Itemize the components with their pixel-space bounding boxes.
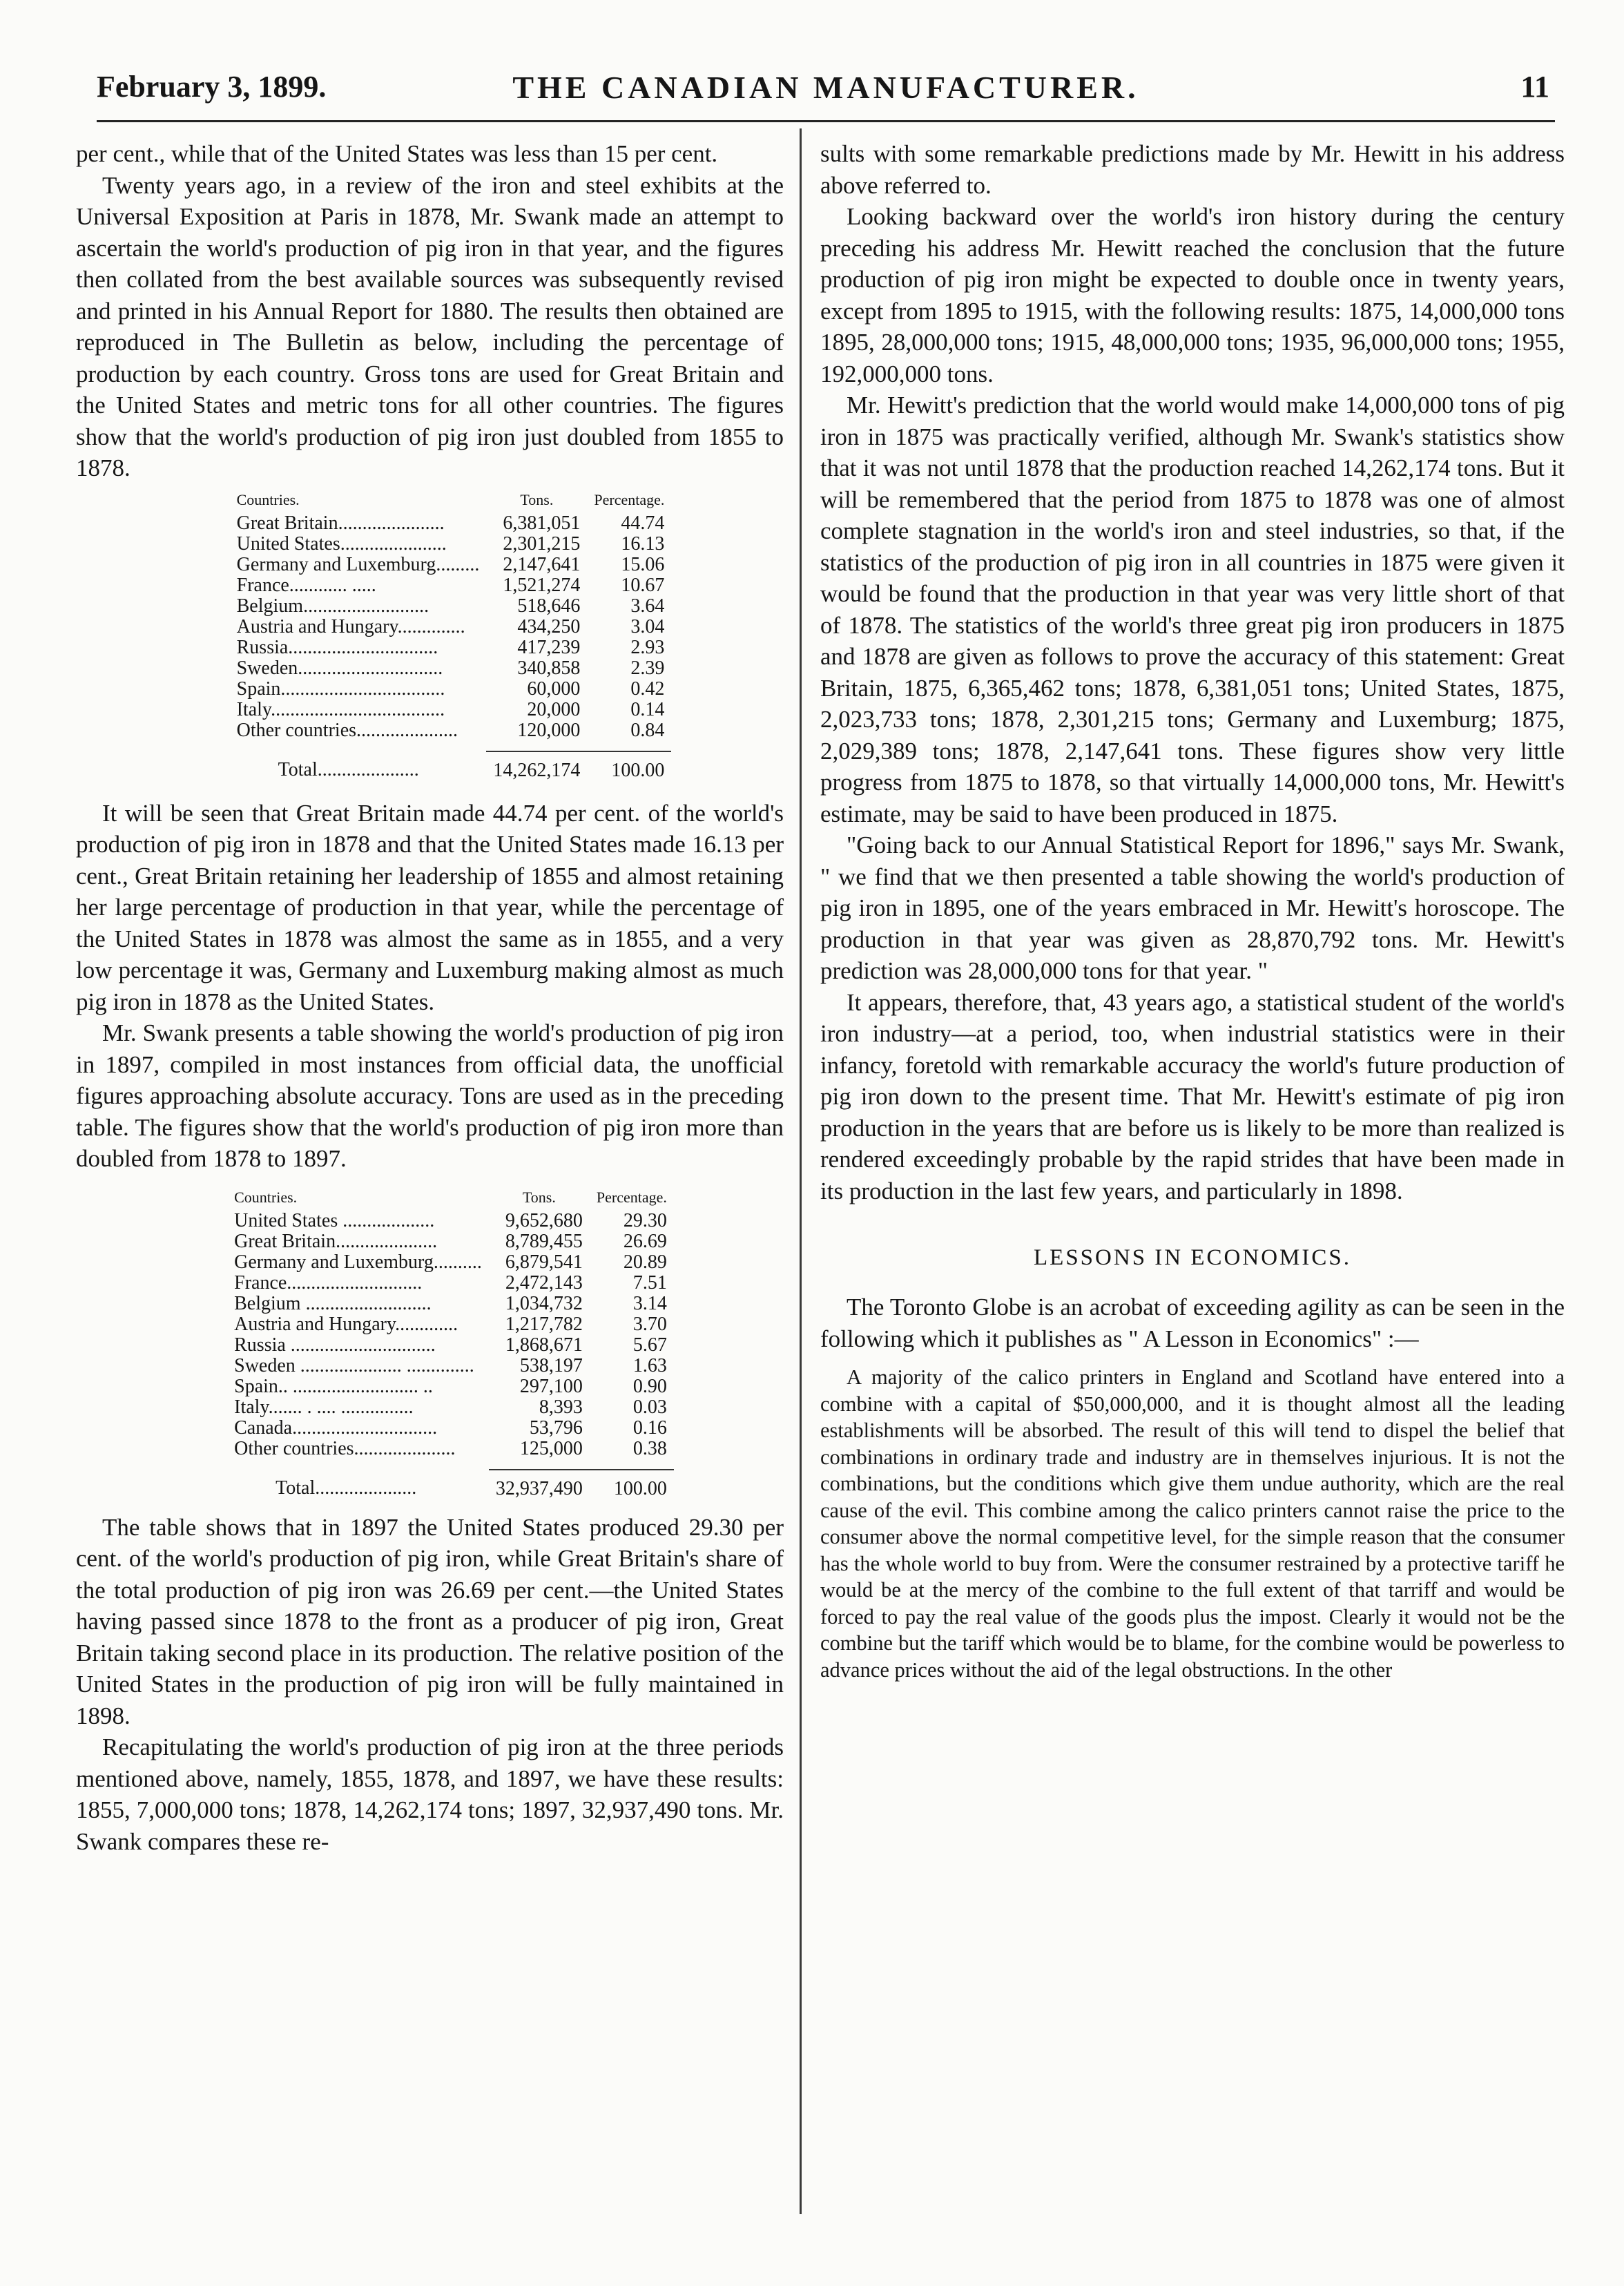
table-spacer-cell bbox=[227, 1459, 674, 1470]
paragraph: Mr. Hewitt's prediction that the world would make 14,000,000 tons of pig iron in 1875 was practically verified, although Mr. Swank's statistics show that it was not until 1878 that the production reached 14,262,174 tons. But it will be remembered that the period from 1875 to 1878 was one of almost complete stagnation in the world's iron and steel industries, so that, if the statistics of the production of pig iron in all countries in 1875 were given it would be found that the production in that year was very little short of that of 1878. The statistics of the world's three great pig iron producers in 1875 and 1878 are given as follows to prove the accuracy of this statement: Great Britain, 1875, 6,365,462 tons; 1878, 6,381,051 tons; United States, 1875, 2,023,733 tons; 1878, 2,301,215 tons; Germany and Luxemburg; 1875, 2,029,389 tons; 1878, 2,147,641 tons. These figures show very little progress from 1875 to 1878, so that virtually 14,000,000 tons, Mr. Hewitt's estimate, may be said to have been produced in 1875. bbox=[820, 392, 1565, 827]
pig-iron-1878-table bbox=[230, 490, 672, 781]
pig-iron-1897-table-block bbox=[117, 1187, 784, 1499]
tons-cell: 434,250 bbox=[517, 615, 581, 637]
tons-cell: 120,000 bbox=[517, 719, 581, 741]
tons-cell: 2,301,215 bbox=[503, 532, 581, 555]
country-cell: Belgium.......................... bbox=[236, 595, 429, 617]
table-row bbox=[230, 575, 672, 596]
issue-date: February 3, 1899. bbox=[97, 70, 327, 104]
tons-cell: 417,239 bbox=[517, 636, 581, 658]
percentage-cell: 15.06 bbox=[621, 553, 665, 575]
masthead-title: THE CANADIAN MANUFACTURER. bbox=[512, 70, 1139, 105]
tons-cell: 8,789,455 bbox=[505, 1230, 583, 1252]
table-spacer-cell bbox=[230, 741, 672, 751]
country-cell: Other countries..................... bbox=[234, 1437, 456, 1459]
table-total-row bbox=[230, 751, 672, 781]
table-row bbox=[230, 596, 672, 617]
percentage-cell: 3.70 bbox=[632, 1313, 667, 1335]
tons-cell: 53,796 bbox=[529, 1416, 583, 1439]
percentage-cell: 0.14 bbox=[630, 698, 665, 720]
country-cell: Russia............................... bbox=[236, 636, 438, 658]
percentage-cell: 0.90 bbox=[632, 1375, 667, 1397]
pig-iron-1897-table bbox=[227, 1187, 674, 1499]
tons-cell: 20,000 bbox=[527, 698, 581, 720]
percentage-cell: 29.30 bbox=[623, 1209, 667, 1231]
country-cell: Belgium .......................... bbox=[234, 1292, 432, 1314]
country-cell: Sweden.............................. bbox=[236, 657, 443, 679]
percentage-cell: 2.93 bbox=[630, 636, 665, 658]
tons-cell: 60,000 bbox=[527, 678, 581, 700]
paragraph: Recapitulating the world's production of pig iron at the three periods mentioned above, namely, 1855, 1878, and 1897, we have these results: 1855, 7,000,000 tons; 1878, 14,262,174 tons; 1897, 32,937,490 tons. Mr. Swank compares these re- bbox=[76, 1733, 784, 1855]
table-row bbox=[230, 555, 672, 575]
table-total-row bbox=[227, 1470, 674, 1499]
country-cell: United States ................... bbox=[234, 1209, 435, 1231]
table-row bbox=[230, 617, 672, 637]
total-tons: 14,262,174 bbox=[486, 751, 587, 781]
tons-cell: 297,100 bbox=[519, 1375, 583, 1397]
tons-cell: 1,868,671 bbox=[505, 1334, 583, 1356]
tons-cell: 1,521,274 bbox=[503, 574, 581, 596]
paragraph: per cent., while that of the United States was less than 15 per cent. bbox=[76, 140, 718, 167]
percentage-cell: 0.84 bbox=[630, 719, 665, 741]
percentage-cell: 20.89 bbox=[623, 1251, 667, 1273]
country-cell: France............ ..... bbox=[236, 574, 376, 596]
country-cell: Italy.................................... bbox=[236, 698, 445, 720]
percentage-cell: 5.67 bbox=[632, 1334, 667, 1356]
table-row bbox=[227, 1356, 674, 1376]
tons-cell: 518,646 bbox=[517, 595, 581, 617]
percentage-cell: 7.51 bbox=[632, 1271, 667, 1294]
percentage-cell: 1.63 bbox=[632, 1354, 667, 1376]
table-row bbox=[230, 513, 672, 534]
table-row bbox=[230, 534, 672, 555]
table-row bbox=[227, 1418, 674, 1439]
country-cell: United States...................... bbox=[236, 532, 447, 555]
percentage-cell: 10.67 bbox=[621, 574, 665, 596]
table-row bbox=[227, 1376, 674, 1397]
percentage-cell: 0.38 bbox=[632, 1437, 667, 1459]
tons-cell: 1,217,782 bbox=[505, 1313, 583, 1335]
table-row bbox=[227, 1397, 674, 1418]
col-header-tons: Tons. bbox=[522, 1188, 556, 1206]
tons-cell: 538,197 bbox=[519, 1354, 583, 1376]
table-spacer-row bbox=[230, 741, 672, 751]
table-row bbox=[227, 1314, 674, 1335]
country-cell: Germany and Luxemburg.......... bbox=[234, 1251, 482, 1273]
page-number: 11 bbox=[1520, 70, 1549, 104]
percentage-cell: 26.69 bbox=[623, 1230, 667, 1252]
quoted-passage: A majority of the calico printers in England and Scotland have entered into a combine with a capital of $50,000,000, and it is thought almost all the leading establishments will be absorbed. The result of this will tend to dispel the belief that combinations in ordinary trade and industry are in themselves injurious. It is not the combinations, but the conditions which give them undue authority, which are the real cause of the evil. This combine among the calico printers cannot raise the price to the consumer above the normal competitive level, for the simple reason that the consumer has the whole world to buy from. Were the consumer restrained by a protective tariff he would be at the mercy of the combine to the full extent of that tarriff and would be forced to pay the real value of the goods plus the impost. Clearly it would not be the combine but the tariff which would be to blame, for the combine would be powerless to advance prices without the aid of the legal obstructions. In the other bbox=[820, 1365, 1565, 1682]
table-row bbox=[227, 1294, 674, 1314]
right-column bbox=[820, 138, 1565, 1683]
country-cell: Canada.............................. bbox=[234, 1416, 438, 1439]
paragraph: "Going back to our Annual Statistical Report for 1896," says Mr. Swank, " we find that we then presented a table showing the world's production of pig iron in 1895, one of the years embraced in Mr. Hewitt's horoscope. The production in that year was given as 28,870,792 tons. Mr. Hewitt's prediction was 28,000,000 tons for that year. " bbox=[820, 832, 1565, 984]
country-cell: Great Britain..................... bbox=[234, 1230, 438, 1252]
tons-cell: 125,000 bbox=[519, 1437, 583, 1459]
col-header-country: Countries. bbox=[234, 1188, 298, 1206]
country-cell: Great Britain...................... bbox=[236, 512, 445, 534]
tons-cell: 2,147,641 bbox=[503, 553, 581, 575]
percentage-cell: 44.74 bbox=[621, 512, 665, 534]
country-cell: Austria and Hungary............. bbox=[234, 1313, 458, 1335]
col-header-percentage: Percentage. bbox=[596, 1188, 667, 1206]
table-row bbox=[227, 1252, 674, 1273]
paragraph: It will be seen that Great Britain made 44.74 per cent. of the world's production of pig iron in 1878 and that the United States made 16.13 per cent., Great Britain retaining her leadership of 1855 and almost retaining her large percentage of production in that year, while the percentage of the United States in 1878 was almost the same as in 1855, and a very low percentage it was, Germany and Luxemburg making almost as much pig iron in 1878 as the United States. bbox=[76, 799, 784, 1015]
country-cell: France............................ bbox=[234, 1271, 423, 1294]
total-label: Total..................... bbox=[276, 1477, 417, 1499]
country-cell: Spain.................................. bbox=[236, 678, 445, 700]
table-row bbox=[227, 1335, 674, 1356]
total-percentage: 100.00 bbox=[590, 1470, 674, 1499]
paragraph: Looking backward over the world's iron history during the century preceding his address Mr. Hewitt reached the conclusion that the future production of pig iron might be expected to double once in twenty years, except from 1895 to 1915, with the following results: 1875, 14,000,000 tons 1895, 28,000,000 tons; 1915, 48,000,000 tons; 1935, 96,000,000 tons; 1955, 192,000,000 tons. bbox=[820, 203, 1565, 387]
tons-cell: 2,472,143 bbox=[505, 1271, 583, 1294]
total-tons: 32,937,490 bbox=[489, 1470, 590, 1499]
table-row bbox=[227, 1273, 674, 1294]
total-label: Total..................... bbox=[278, 759, 419, 780]
table-header-row bbox=[230, 490, 672, 513]
country-cell: Austria and Hungary.............. bbox=[236, 615, 465, 637]
country-cell: Spain.. .......................... .. bbox=[234, 1375, 433, 1397]
table-row bbox=[227, 1231, 674, 1252]
col-header-country: Countries. bbox=[236, 490, 300, 508]
percentage-cell: 0.42 bbox=[630, 678, 665, 700]
table-header-row bbox=[227, 1187, 674, 1211]
tons-cell: 340,858 bbox=[517, 657, 581, 679]
table-row bbox=[230, 720, 672, 741]
column-divider bbox=[800, 128, 802, 2214]
percentage-cell: 0.03 bbox=[632, 1396, 667, 1418]
country-cell: Sweden ..................... .............. bbox=[234, 1354, 474, 1376]
table-row bbox=[227, 1211, 674, 1231]
country-cell: Germany and Luxemburg......... bbox=[236, 553, 480, 575]
percentage-cell: 3.64 bbox=[630, 595, 665, 617]
percentage-cell: 0.16 bbox=[632, 1416, 667, 1439]
left-column bbox=[76, 138, 784, 1857]
paragraph: The Toronto Globe is an acrobat of exceeding agility as can be seen in the following which it publishes as " A Lesson in Economics" :— bbox=[820, 1294, 1565, 1352]
country-cell: Russia .............................. bbox=[234, 1334, 436, 1356]
paragraph: Mr. Swank presents a table showing the world's production of pig iron in 1897, compiled in most instances from official data, the unofficial figures approaching absolute accuracy. Tons are used as in the preceding table. The figures show that the world's production of pig iron more than doubled from 1878 to 1897. bbox=[76, 1019, 784, 1172]
section-heading: LESSONS IN ECONOMICS. bbox=[1034, 1245, 1351, 1270]
table-spacer-row bbox=[227, 1459, 674, 1470]
country-cell: Other countries..................... bbox=[236, 719, 458, 741]
paragraph: The table shows that in 1897 the United States produced 29.30 per cent. of the world's production of pig iron, while Great Britain's share of the total production of pig iron was 26.69 per cent.—the United States having passed since 1878 to the front as a producer of pig iron, Great Britain taking second place in its production. The relative position of the United States in the production of pig iron will be fully maintained in 1898. bbox=[76, 1513, 784, 1729]
tons-cell: 6,381,051 bbox=[503, 512, 581, 534]
tons-cell: 9,652,680 bbox=[505, 1209, 583, 1231]
table-row bbox=[230, 679, 672, 700]
tons-cell: 8,393 bbox=[539, 1396, 583, 1418]
paragraph: Twenty years ago, in a review of the iron and steel exhibits at the Universal Exposition at Paris in 1878, Mr. Swank made an attempt to ascertain the world's production of pig iron in that year, and the figures then collated from the best available sources was subsequently revised and printed in his Annual Report for 1880. The results then obtained are reproduced in The Bulletin as below, including the percentage of production by each country. Gross tons are used for Great Britain and the United States and metric tons for all other countries. The figures show that the world's production of pig iron just doubled from 1855 to 1878. bbox=[76, 171, 784, 481]
percentage-cell: 2.39 bbox=[630, 657, 665, 679]
percentage-cell: 3.14 bbox=[632, 1292, 667, 1314]
table-row bbox=[230, 700, 672, 720]
paragraph: It appears, therefore, that, 43 years ago, a statistical student of the world's iron industry—at a period, too, when industrial statistics were in their infancy, foretold with remarkable accuracy the world's future production of pig iron down to the present time. That Mr. Hewitt's estimate of pig iron production in the years that are before us is likely to be more than realized is rendered exceedingly probable by the rapid strides that have been made in its production in the last few years, and particularly in 1898. bbox=[820, 988, 1565, 1204]
total-percentage: 100.00 bbox=[587, 751, 671, 781]
paragraph: sults with some remarkable predictions made by Mr. Hewitt in his address above referred to. bbox=[820, 140, 1565, 199]
country-cell: Italy....... . .... ............... bbox=[234, 1396, 414, 1418]
page-header bbox=[97, 66, 1555, 122]
tons-cell: 1,034,732 bbox=[505, 1292, 583, 1314]
tons-cell: 6,879,541 bbox=[505, 1251, 583, 1273]
col-header-tons: Tons. bbox=[520, 490, 554, 508]
table-row bbox=[227, 1439, 674, 1459]
percentage-cell: 3.04 bbox=[630, 615, 665, 637]
col-header-percentage: Percentage. bbox=[594, 490, 665, 508]
table-row bbox=[230, 658, 672, 679]
percentage-cell: 16.13 bbox=[621, 532, 665, 555]
table-row bbox=[230, 637, 672, 658]
pig-iron-1878-table-block bbox=[117, 490, 784, 781]
